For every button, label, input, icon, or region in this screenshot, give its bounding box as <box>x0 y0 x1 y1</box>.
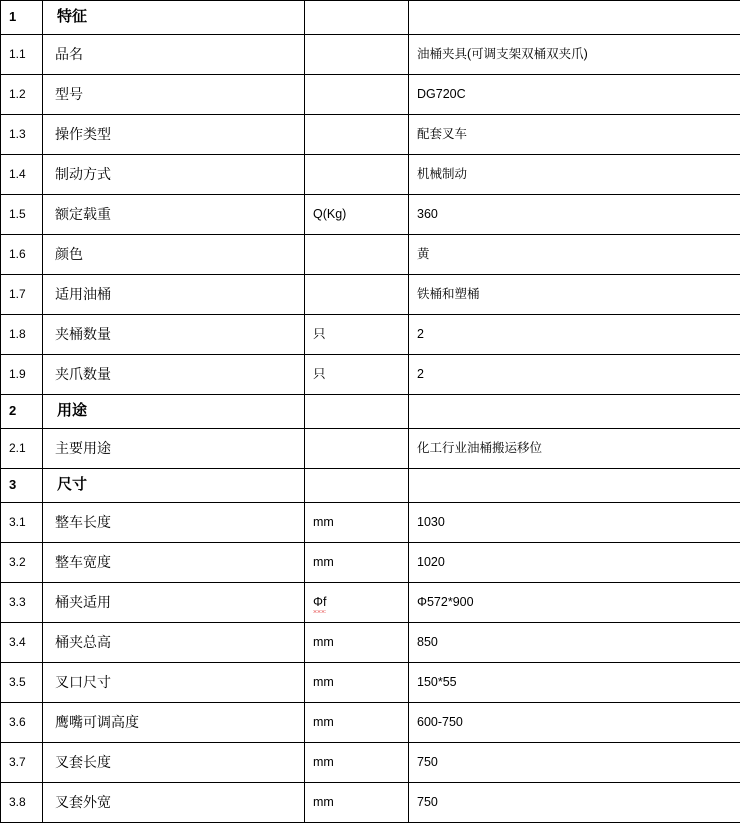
table-row <box>1 75 740 115</box>
row-unit <box>305 235 409 275</box>
row-value <box>409 395 740 429</box>
row-value: Φ572*900 <box>409 583 740 623</box>
table-row <box>1 623 740 663</box>
row-value: DG720C <box>409 75 740 115</box>
row-label: 叉口尺寸 <box>43 663 305 703</box>
row-number: 1.8 <box>1 315 43 355</box>
row-number: 1.1 <box>1 35 43 75</box>
row-number: 3.3 <box>1 583 43 623</box>
row-unit: mm <box>305 743 409 783</box>
row-label: 夹爪数量 <box>43 355 305 395</box>
row-label: 额定载重 <box>43 195 305 235</box>
row-unit: mm <box>305 623 409 663</box>
row-unit: mm <box>305 663 409 703</box>
table-row <box>1 543 740 583</box>
row-value: 化工行业油桶搬运移位 <box>409 429 740 469</box>
row-label: 夹桶数量 <box>43 315 305 355</box>
row-unit: mm <box>305 783 409 823</box>
row-number: 1.2 <box>1 75 43 115</box>
row-label: 制动方式 <box>43 155 305 195</box>
row-label: 型号 <box>43 75 305 115</box>
row-label: 品名 <box>43 35 305 75</box>
row-unit: mm <box>305 703 409 743</box>
row-unit <box>305 395 409 429</box>
row-label: 叉套外宽 <box>43 783 305 823</box>
specification-table-body <box>1 1 740 823</box>
table-row <box>1 583 740 623</box>
row-unit: mm <box>305 503 409 543</box>
row-number: 3 <box>1 469 43 503</box>
table-row <box>1 315 740 355</box>
table-section-row <box>1 469 740 503</box>
row-number: 2.1 <box>1 429 43 469</box>
row-unit: 只 <box>305 315 409 355</box>
row-unit <box>305 429 409 469</box>
row-unit <box>305 35 409 75</box>
row-label: 整车宽度 <box>43 543 305 583</box>
row-number: 3.7 <box>1 743 43 783</box>
row-value: 750 <box>409 783 740 823</box>
row-value: 1020 <box>409 543 740 583</box>
table-row <box>1 743 740 783</box>
table-row <box>1 663 740 703</box>
row-unit <box>305 155 409 195</box>
row-label: 主要用途 <box>43 429 305 469</box>
table-row <box>1 155 740 195</box>
row-label: 叉套长度 <box>43 743 305 783</box>
row-number: 1.9 <box>1 355 43 395</box>
row-number: 3.5 <box>1 663 43 703</box>
row-unit <box>305 275 409 315</box>
row-label: 桶夹总高 <box>43 623 305 663</box>
row-value: 油桶夹具(可调支架双桶双夹爪) <box>409 35 740 75</box>
row-number: 1.6 <box>1 235 43 275</box>
row-value: 铁桶和塑桶 <box>409 275 740 315</box>
row-number: 3.8 <box>1 783 43 823</box>
row-label: 桶夹适用 <box>43 583 305 623</box>
row-number: 3.4 <box>1 623 43 663</box>
row-unit <box>305 583 409 623</box>
table-row <box>1 503 740 543</box>
row-unit: 只 <box>305 355 409 395</box>
row-label: 鹰嘴可调高度 <box>43 703 305 743</box>
row-number: 1.7 <box>1 275 43 315</box>
table-row <box>1 275 740 315</box>
table-row <box>1 115 740 155</box>
row-number: 3.6 <box>1 703 43 743</box>
row-value: 850 <box>409 623 740 663</box>
row-value: 机械制动 <box>409 155 740 195</box>
row-label: 尺寸 <box>43 469 305 503</box>
row-label: 整车长度 <box>43 503 305 543</box>
row-value <box>409 469 740 503</box>
row-label: 用途 <box>43 395 305 429</box>
row-number: 3.1 <box>1 503 43 543</box>
row-unit <box>305 75 409 115</box>
row-value: 配套叉车 <box>409 115 740 155</box>
table-row <box>1 35 740 75</box>
row-label: 颜色 <box>43 235 305 275</box>
row-unit: Q(Kg) <box>305 195 409 235</box>
table-section-row <box>1 1 740 35</box>
row-number: 2 <box>1 395 43 429</box>
row-value <box>409 1 740 35</box>
row-unit <box>305 1 409 35</box>
row-value: 600-750 <box>409 703 740 743</box>
row-number: 1.3 <box>1 115 43 155</box>
table-row <box>1 195 740 235</box>
row-label: 操作类型 <box>43 115 305 155</box>
row-label: 特征 <box>43 1 305 35</box>
table-row <box>1 783 740 823</box>
row-value: 2 <box>409 355 740 395</box>
row-label: 适用油桶 <box>43 275 305 315</box>
row-value: 黄 <box>409 235 740 275</box>
row-value: 150*55 <box>409 663 740 703</box>
table-section-row <box>1 395 740 429</box>
table-row <box>1 355 740 395</box>
table-row <box>1 703 740 743</box>
row-number: 1.5 <box>1 195 43 235</box>
table-row <box>1 235 740 275</box>
row-unit-text: Φf <box>313 595 326 611</box>
row-unit <box>305 115 409 155</box>
row-number: 1.4 <box>1 155 43 195</box>
row-unit <box>305 469 409 503</box>
row-number: 3.2 <box>1 543 43 583</box>
row-value: 360 <box>409 195 740 235</box>
table-row <box>1 429 740 469</box>
row-number: 1 <box>1 1 43 35</box>
row-value: 2 <box>409 315 740 355</box>
row-value: 750 <box>409 743 740 783</box>
row-value: 1030 <box>409 503 740 543</box>
row-unit: mm <box>305 543 409 583</box>
